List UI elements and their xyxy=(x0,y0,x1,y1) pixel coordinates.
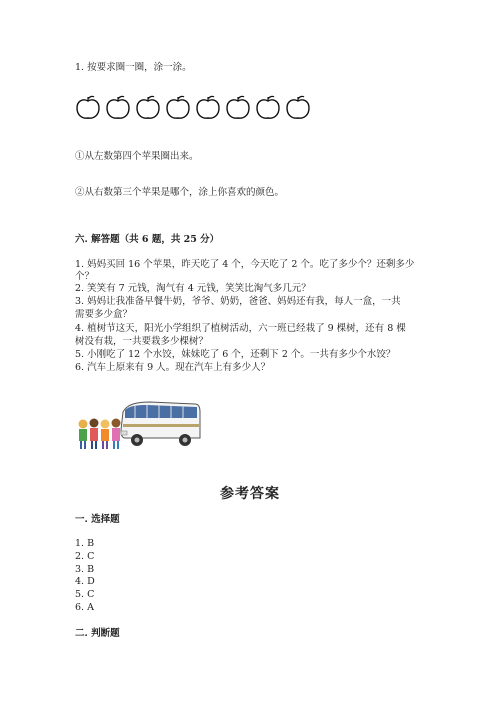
problem-line: 5. 小刚吃了 12 个水饺，妹妹吃了 6 个，还剩下 2 个。一共有多少个水饺？ xyxy=(75,349,396,360)
q1-sub-2: ②从右数第三个苹果是哪个，涂上你喜欢的颜色。 xyxy=(75,187,285,198)
problem-line: 个？ xyxy=(75,271,95,282)
apple-icon xyxy=(195,95,221,121)
answer-item: 2. C xyxy=(75,551,95,562)
problem-line: 需要多少盒？ xyxy=(75,309,133,320)
apple-icon xyxy=(285,95,311,121)
answers-section-2-title: 二. 判断题 xyxy=(75,628,120,639)
answer-item: 6. A xyxy=(75,602,94,613)
children-figures xyxy=(79,419,121,450)
problem-line: 2. 笑笑有 7 元钱，淘气有 4 元钱，笑笑比淘气多几元？ xyxy=(75,283,311,294)
children-bus-illustration xyxy=(75,398,201,460)
problem-line: 3. 妈妈让我准备早餐牛奶，爷爷、奶奶，爸爸、妈妈还有我，每人一盒，一共 xyxy=(75,296,401,307)
apple-icon xyxy=(135,95,161,121)
apple-icon xyxy=(105,95,131,121)
q1-sub-1: ①从左数第四个苹果圈出来。 xyxy=(75,151,199,162)
apple-icon xyxy=(255,95,281,121)
bus-icon xyxy=(121,402,200,446)
apple-row xyxy=(75,95,311,121)
answers-title: 参考答案 xyxy=(220,486,280,502)
answer-item: 1. B xyxy=(75,538,95,549)
problem-line: 4. 植树节这天，阳光小学组织了植树活动，六一班已经栽了 9 棵树，还有 8 棵 xyxy=(75,323,406,334)
answer-item: 4. D xyxy=(75,576,95,587)
answers-section-1-title: 一. 选择题 xyxy=(75,514,120,525)
problem-line: 树没有栽，一共要栽多少棵树？ xyxy=(75,336,209,347)
apple-icon xyxy=(75,95,101,121)
answer-item: 3. B xyxy=(75,564,95,575)
section-6-title: 六. 解答题（共 6 题，共 25 分） xyxy=(75,234,220,245)
apple-icon xyxy=(225,95,251,121)
q1-heading: 1. 按要求圈一圈，涂一涂。 xyxy=(75,62,192,73)
apple-icon xyxy=(165,95,191,121)
problem-line: 1. 妈妈买回 16 个苹果，昨天吃了 4 个，今天吃了 2 个。吃了多少个？还剩多少 xyxy=(75,259,415,270)
problem-line: 6. 汽车上原来有 9 人。现在汽车上有多少人？ xyxy=(75,362,271,373)
answer-item: 5. C xyxy=(75,589,95,600)
